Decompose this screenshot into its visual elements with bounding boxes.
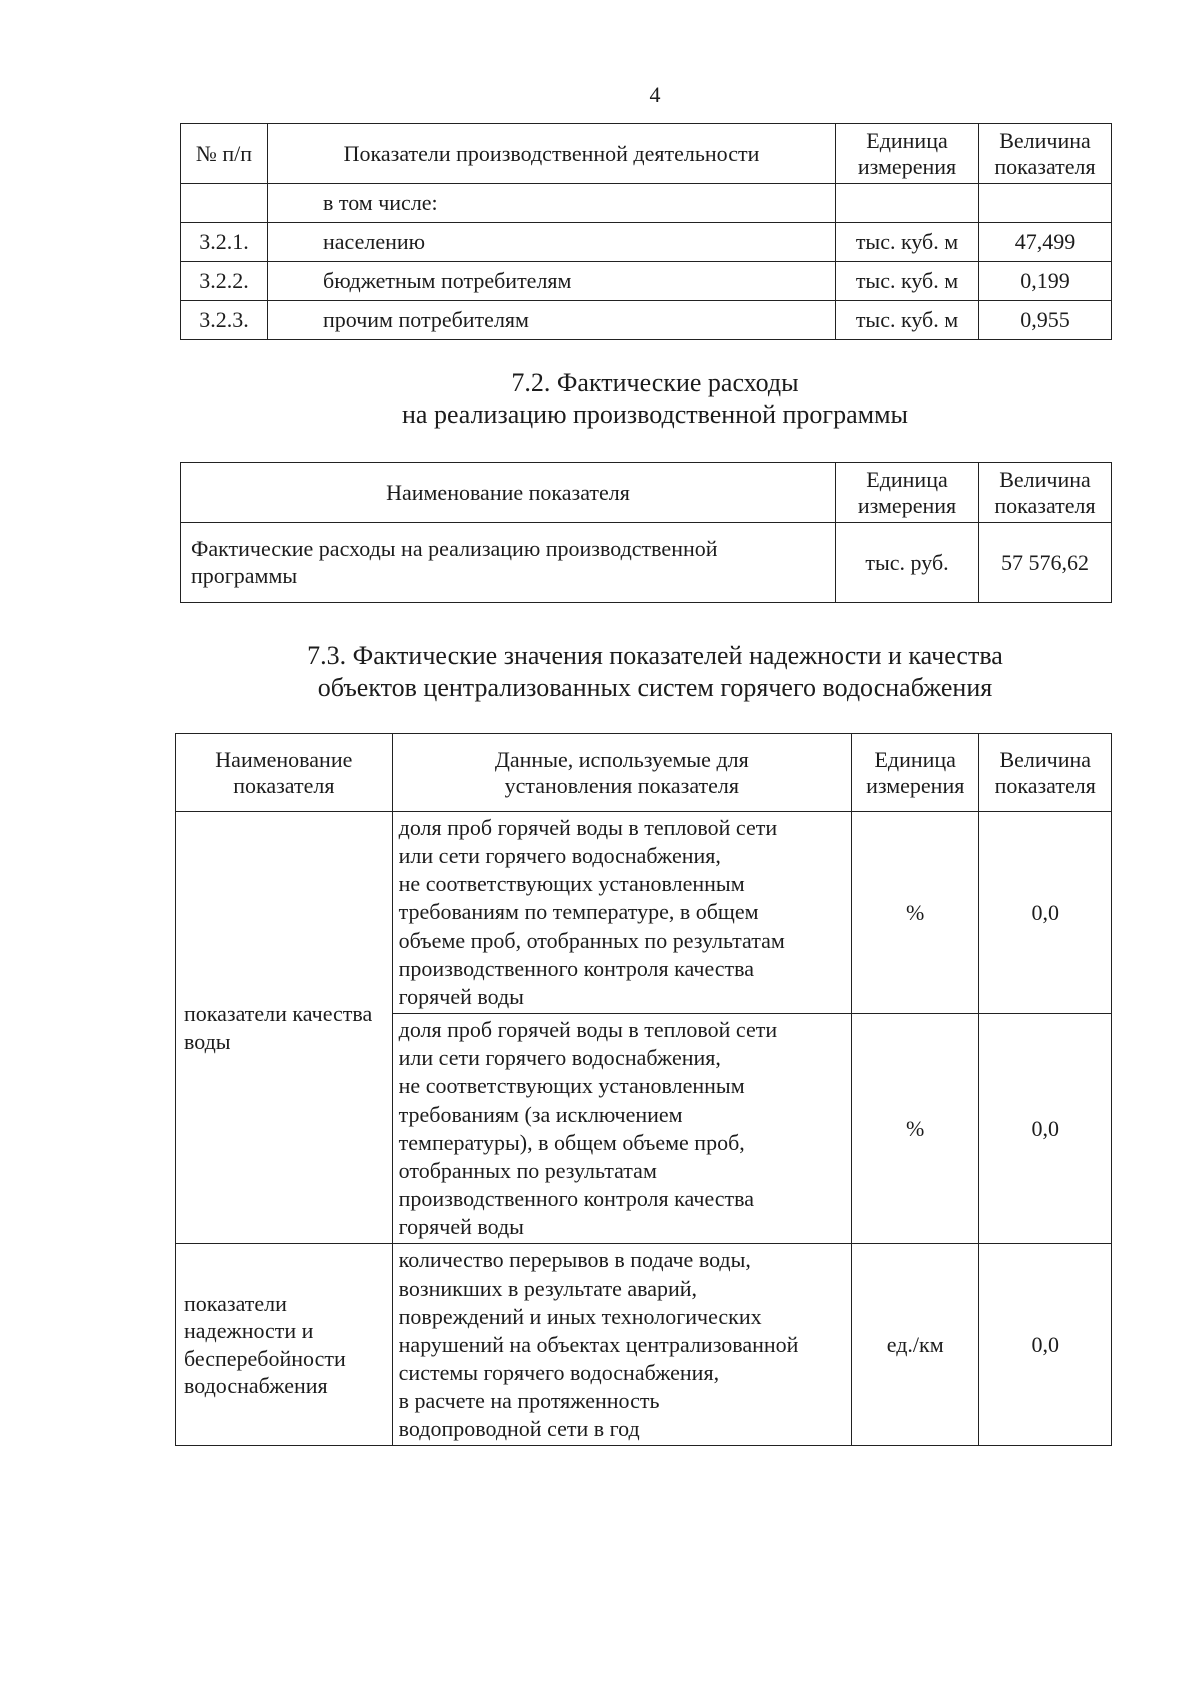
- table-row: [176, 1244, 1112, 1446]
- row-name: в том числе:: [268, 184, 836, 223]
- data-line: объеме проб, отобранных по результатам: [398, 927, 785, 953]
- group-name-water-quality: показатели качества воды: [176, 812, 393, 1244]
- row-unit: тыс. куб. м: [836, 301, 979, 340]
- header-unit: Единица измерения: [836, 463, 979, 523]
- data-line: водопроводной сети в год: [398, 1416, 640, 1442]
- data-line: или сети горячего водоснабжения,: [398, 1045, 721, 1071]
- row-unit: тыс. куб. м: [836, 262, 979, 301]
- data-line: доля проб горячей воды в тепловой сети: [398, 1017, 778, 1043]
- row-value: 0,0: [979, 812, 1112, 1014]
- row-value: 0,199: [979, 262, 1112, 301]
- row-value: 0,0: [979, 1014, 1112, 1244]
- table-row: [181, 262, 1112, 301]
- table-header-row: [181, 463, 1112, 523]
- row-name: бюджетным потребителям: [268, 262, 836, 301]
- row-name: Фактические расходы на реализацию производственной программы: [181, 523, 836, 603]
- table-row: [181, 301, 1112, 340]
- data-line: или сети горячего водоснабжения,: [398, 843, 721, 869]
- row-num: 3.2.3.: [181, 301, 268, 340]
- row-value: 47,499: [979, 223, 1112, 262]
- group-name-reliability: показатели надежности и бесперебойности водоснабжения: [176, 1244, 393, 1446]
- reliability-quality-table: [175, 733, 1112, 1446]
- section-7-2-title: [0, 367, 1200, 430]
- data-line: не соответствующих установленным: [398, 1073, 745, 1099]
- production-indicators-table: [180, 123, 1112, 340]
- row-num: [181, 184, 268, 223]
- row-value: [979, 184, 1112, 223]
- row-unit: %: [851, 812, 979, 1014]
- table-row: [176, 812, 1112, 1014]
- row-num: 3.2.2.: [181, 262, 268, 301]
- row-value: 57 576,62: [979, 523, 1112, 603]
- section-7-2-title-line1: 7.2. Фактические расходы: [511, 368, 799, 397]
- row-unit: ед./км: [851, 1244, 979, 1446]
- data-line: производственного контроля качества: [398, 955, 755, 981]
- table-row: [181, 523, 1112, 603]
- row-unit: %: [851, 1014, 979, 1244]
- section-7-2-title-line2: на реализацию производственной программы: [401, 399, 908, 429]
- table-row: [181, 184, 1112, 223]
- row-unit: тыс. куб. м: [836, 223, 979, 262]
- data-line: количество перерывов в подаче воды,: [398, 1247, 751, 1273]
- header-value: Величина показателя: [979, 734, 1112, 812]
- table-row: [181, 223, 1112, 262]
- data-line: требованиям (за исключением: [398, 1101, 683, 1127]
- row-name: прочим потребителям: [268, 301, 836, 340]
- section-7-3-title: [0, 640, 1200, 703]
- row-num: 3.2.1.: [181, 223, 268, 262]
- header-indicator-name: Наименование показателя: [176, 734, 393, 812]
- data-line: в расчете на протяженность: [398, 1388, 660, 1414]
- section-7-3-title-line2: объектов централизованных систем горячего водоснабжения: [317, 672, 993, 702]
- data-line: нарушений на объектах централизованной: [398, 1331, 799, 1357]
- table-header-row: [176, 734, 1112, 812]
- header-value: Величина показателя: [979, 463, 1112, 523]
- row-data: [392, 812, 851, 1014]
- row-value: 0,0: [979, 1244, 1112, 1446]
- table-header-row: [181, 124, 1112, 184]
- data-line: системы горячего водоснабжения,: [398, 1359, 720, 1385]
- row-unit: тыс. руб.: [836, 523, 979, 603]
- row-unit: [836, 184, 979, 223]
- data-line: повреждений и иных технологических: [398, 1303, 762, 1329]
- row-data: [392, 1014, 851, 1244]
- data-line: отобранных по результатам: [398, 1157, 657, 1183]
- page-number: 4: [649, 82, 661, 107]
- header-unit: Единица измерения: [836, 124, 979, 184]
- data-line: требованиям по температуре, в общем: [398, 899, 759, 925]
- header-num: № п/п: [181, 124, 268, 184]
- data-line: возникших в результате аварий,: [398, 1275, 698, 1301]
- header-indicator-name: Наименование показателя: [181, 463, 836, 523]
- actual-expenses-table: [180, 462, 1112, 603]
- header-unit: Единица измерения: [851, 734, 979, 812]
- data-line: производственного контроля качества: [398, 1186, 755, 1212]
- data-line: температуры), в общем объеме проб,: [398, 1129, 745, 1155]
- row-name: населению: [268, 223, 836, 262]
- data-line: горячей воды: [398, 983, 524, 1009]
- row-data: [392, 1244, 851, 1446]
- row-value: 0,955: [979, 301, 1112, 340]
- header-value: Величина показателя: [979, 124, 1112, 184]
- section-7-3-title-line1: 7.3. Фактические значения показателей надежности и качества: [307, 641, 1003, 670]
- data-line: доля проб горячей воды в тепловой сети: [398, 815, 778, 840]
- data-line: горячей воды: [398, 1214, 524, 1240]
- header-indicator: Показатели производственной деятельности: [268, 124, 836, 184]
- header-data: Данные, используемые для установления показателя: [392, 734, 851, 812]
- data-line: не соответствующих установленным: [398, 871, 745, 897]
